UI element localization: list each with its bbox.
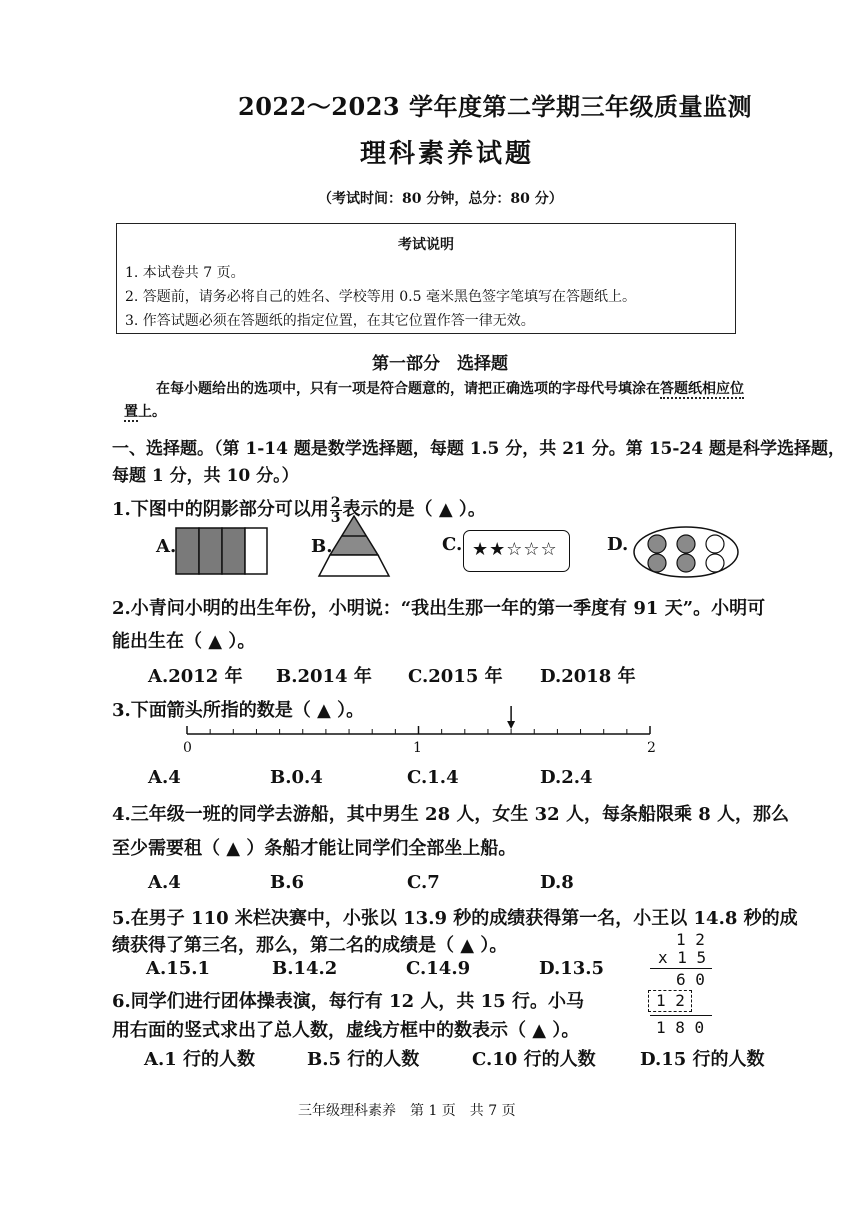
instruction-emphasis-2: 置: [124, 404, 138, 420]
q3-stem: 3.下面箭头所指的数是（ ▲ ）。: [112, 700, 365, 721]
page-footer: 三年级理科素养 第 1 页 共 7 页: [298, 1103, 516, 1119]
q1-frac-num: 2: [330, 494, 341, 511]
q5-option-a: A.15.1: [146, 958, 211, 979]
q2-line2: 能出生在（ ▲ ）。: [112, 631, 256, 652]
q2-option-b: B.2014 年: [276, 666, 372, 687]
q2-line1: 2.小青问小明的出生年份，小明说：“我出生那一年的第一季度有 91 天”。小明可: [112, 598, 766, 619]
calc-multiplier: x 1 5: [658, 948, 707, 967]
notice-line-1: 1. 本试卷共 7 页。: [125, 265, 245, 281]
q6-option-a: A.1 行的人数: [144, 1049, 256, 1070]
instruction-text: 在每小题给出的选项中，只有一项是符合题意的，请把正确选项的字母代号填涂在: [156, 381, 660, 397]
calc-result: 1 8 0: [656, 1018, 705, 1037]
notice-line-3: 3. 作答试题必须在答题纸的指定位置，在其它位置作答一律无效。: [125, 313, 535, 329]
calc-line-2: [650, 1015, 712, 1016]
q1-label-b: B.: [311, 536, 333, 557]
q4-line2: 至少需要租（ ▲ ）条船才能让同学们全部坐上船。: [112, 838, 517, 859]
q1-label-d: D.: [607, 534, 629, 555]
q2-option-c: C.2015 年: [408, 666, 503, 687]
q5-option-d: D.13.5: [539, 958, 605, 979]
calc-boxed-partial: 1 2: [656, 991, 685, 1010]
q3-option-d: D.2.4: [540, 767, 593, 788]
section1-line2: 每题 1 分，共 10 分。）: [112, 466, 299, 486]
q4-option-c: C.7: [407, 872, 440, 893]
calc-partial: 6 0: [676, 970, 705, 989]
q1-stem-end: 表示的是（ ▲ ）。: [342, 499, 486, 520]
q3-axis-label-0: 0: [183, 740, 192, 756]
instruction-end: 上。: [138, 404, 166, 420]
q5-option-c: C.14.9: [406, 958, 471, 979]
notice-title: 考试说明: [398, 237, 454, 253]
q6-option-c: C.10 行的人数: [472, 1049, 596, 1070]
q6-line2: 用右面的竖式求出了总人数，虚线方框中的数表示（ ▲ ）。: [112, 1020, 580, 1041]
q3-option-b: B.0.4: [270, 767, 323, 788]
q4-option-a: A.4: [148, 872, 181, 893]
q6-line1: 6.同学们进行团体操表演，每行有 12 人，共 15 行。小马: [112, 991, 584, 1012]
part1-heading: 第一部分 选择题: [372, 354, 508, 374]
q6-option-d: D.15 行的人数: [640, 1049, 765, 1070]
exam-info: （考试时间：80 分钟，总分：80 分）: [318, 191, 563, 207]
q1-frac-den: 3: [330, 509, 341, 526]
exam-title: 2022～2023 学年度第二学期三年级质量监测: [238, 92, 752, 121]
calc-top: 1 2: [676, 930, 705, 949]
q1-stem-text: 1.下图中的阴影部分可以用: [112, 499, 329, 520]
q5-line2: 绩获得了第三名，那么，第二名的成绩是（ ▲ ）。: [112, 935, 508, 956]
q3-option-a: A.4: [148, 767, 181, 788]
q6-option-b: B.5 行的人数: [307, 1049, 420, 1070]
notice-line-2: 2. 答题前，请务必将自己的姓名、学校等用 0.5 毫米黑色签字笔填写在答题纸上。: [125, 289, 636, 305]
section1-line1: 一、选择题。（第 1-14 题是数学选择题，每题 1.5 分，共 21 分。第 15-24 题是科学选择题，: [112, 439, 845, 459]
q4-line1: 4.三年级一班的同学去游船，其中男生 28 人，女生 32 人，每条船限乘 8 人，那么: [112, 804, 790, 825]
calc-line-1: [650, 968, 712, 969]
q3-axis-label-2: 2: [647, 740, 656, 756]
q1-option-c-stars: ★★☆☆☆: [472, 539, 558, 560]
q4-option-b: B.6: [270, 872, 305, 893]
exam-subtitle: 理科素养试题: [360, 139, 535, 169]
q1-label-a: A.: [156, 536, 177, 557]
q3-axis-label-1: 1: [413, 740, 422, 756]
q2-option-a: A.2012 年: [148, 666, 243, 687]
q5-line1: 5.在男子 110 米栏决赛中，小张以 13.9 秒的成绩获得第一名，小王以 14.8 秒的成: [112, 908, 798, 929]
q2-option-d: D.2018 年: [540, 666, 636, 687]
instruction-emphasis: 答题纸相应位: [660, 381, 744, 397]
q5-option-b: B.14.2: [272, 958, 338, 979]
q3-option-c: C.1.4: [407, 767, 459, 788]
q4-option-d: D.8: [540, 872, 574, 893]
arrow-down-icon: [507, 721, 515, 729]
q1-label-c: C.: [442, 534, 463, 555]
